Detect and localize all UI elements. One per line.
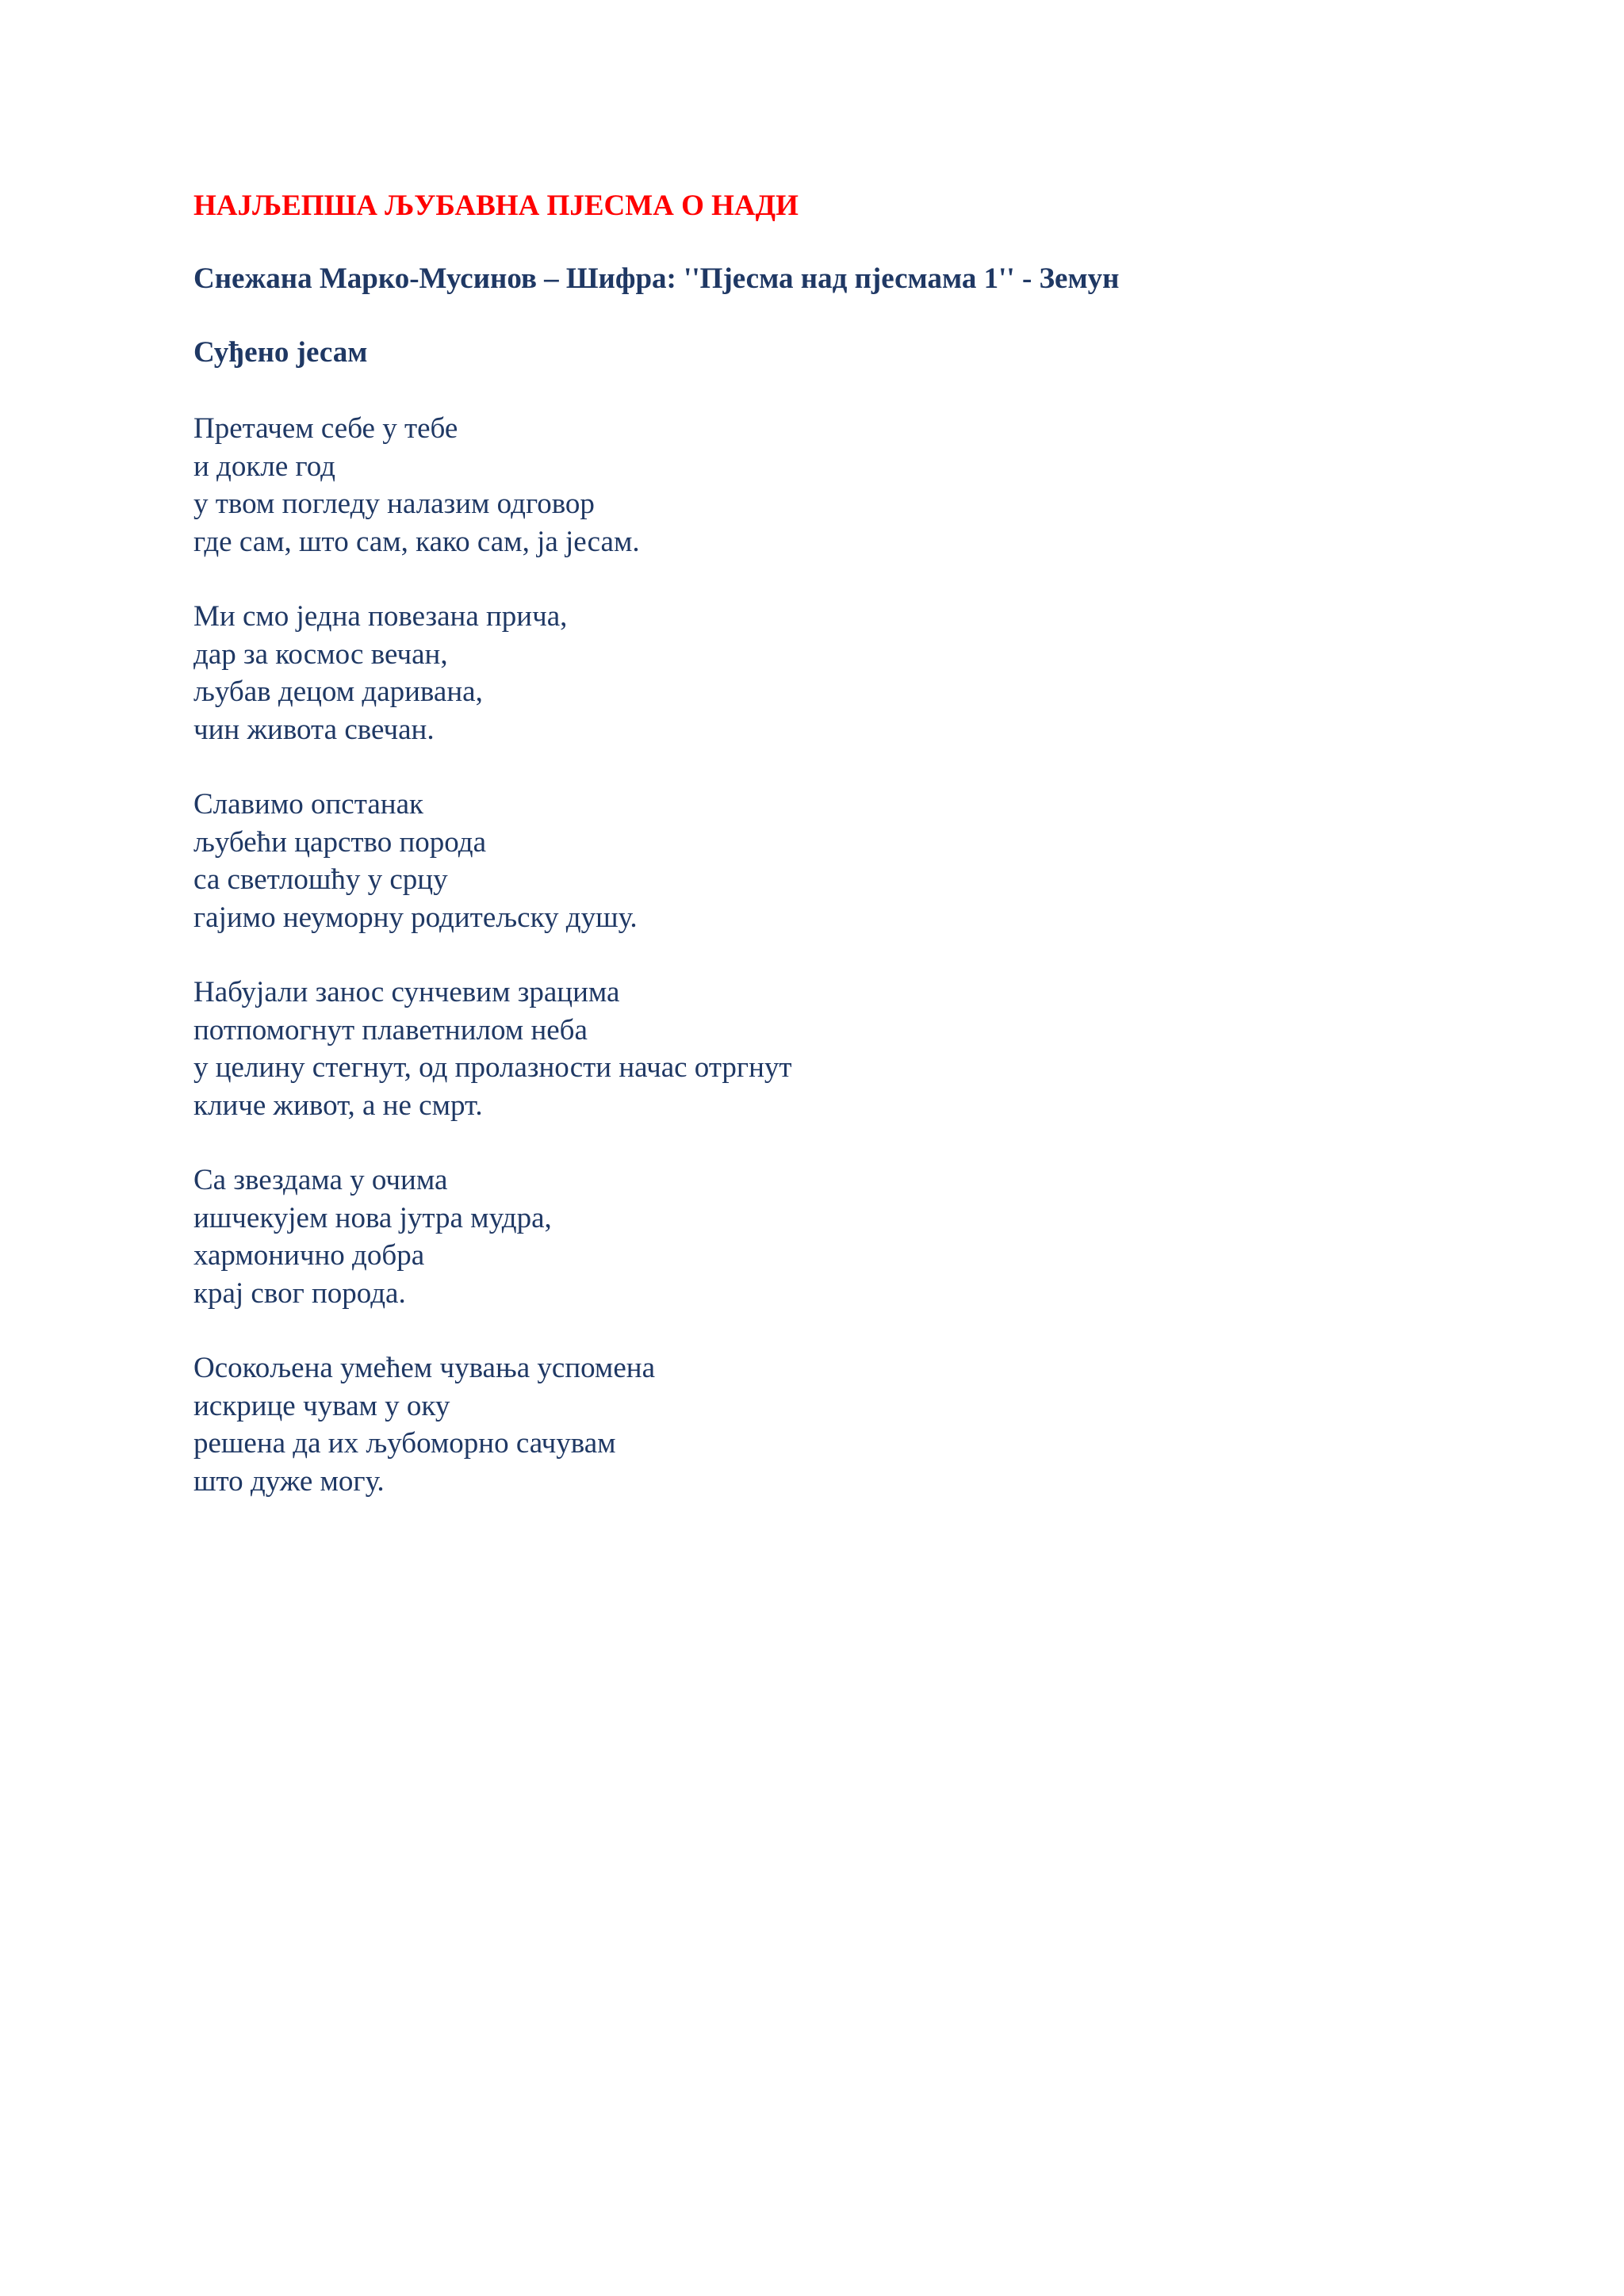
- poem-line: крај свог порода.: [193, 1276, 406, 1310]
- stanza-3: [193, 786, 1462, 936]
- stanza-1: [193, 410, 1462, 561]
- document-heading: НАЈЉЕПША ЉУБАВНА ПЈЕСМА О НАДИ: [193, 189, 799, 222]
- poem-line: решена да их љубоморно сачувам: [193, 1427, 616, 1460]
- poem-line: потпомогнут плаветнилом неба: [193, 1013, 588, 1047]
- poem-line: искрице чувам у оку: [193, 1389, 450, 1422]
- poem-line: у целину стегнут, од пролазности начас отргнут: [193, 1051, 792, 1085]
- stanza-6: [193, 1349, 1462, 1500]
- document-content: [193, 189, 1462, 1500]
- poem-line: хармонично добра: [193, 1239, 425, 1272]
- stanza-4: [193, 974, 1462, 1124]
- poem-title: Суђено јесам: [193, 335, 368, 369]
- poem-line: Набујали занос сунчевим зрацима: [193, 976, 620, 1009]
- poem-line: чин живота свечан.: [193, 713, 435, 746]
- poem-line: Претачем себе у тебе: [193, 412, 458, 446]
- poem-line: ишчекујем нова јутра мудра,: [193, 1201, 552, 1234]
- poem-line: љубав децом даривана,: [193, 675, 483, 709]
- poem-line: дар за космос вечан,: [193, 637, 448, 671]
- poem-line: Славимо опстанак: [193, 788, 423, 821]
- poem-line: љубећи царство порода: [193, 825, 486, 859]
- poem-line: где сам, што сам, како сам, ја јесам.: [193, 525, 640, 558]
- poem-line: Осокољена умећем чувања успомена: [193, 1352, 655, 1385]
- stanza-2: [193, 598, 1462, 748]
- poem-line: и докле год: [193, 450, 336, 483]
- poem-line: Ми смо једна повезана прича,: [193, 600, 568, 633]
- poem-line: са светлошћу у срцу: [193, 863, 448, 897]
- poem-line: што дуже могу.: [193, 1464, 385, 1498]
- author-line: Снежана Марко-Мусинов – Шифра: ''Пјесма над пјесмама 1'' - Земун: [193, 262, 1120, 296]
- poem-line: у твом погледу налазим одговор: [193, 488, 595, 521]
- poem-line: кличе живот, а не смрт.: [193, 1089, 483, 1122]
- stanza-5: [193, 1161, 1462, 1312]
- poem-line: Са звездама у очима: [193, 1164, 448, 1197]
- poem-line: гајимо неуморну родитељску душу.: [193, 901, 638, 934]
